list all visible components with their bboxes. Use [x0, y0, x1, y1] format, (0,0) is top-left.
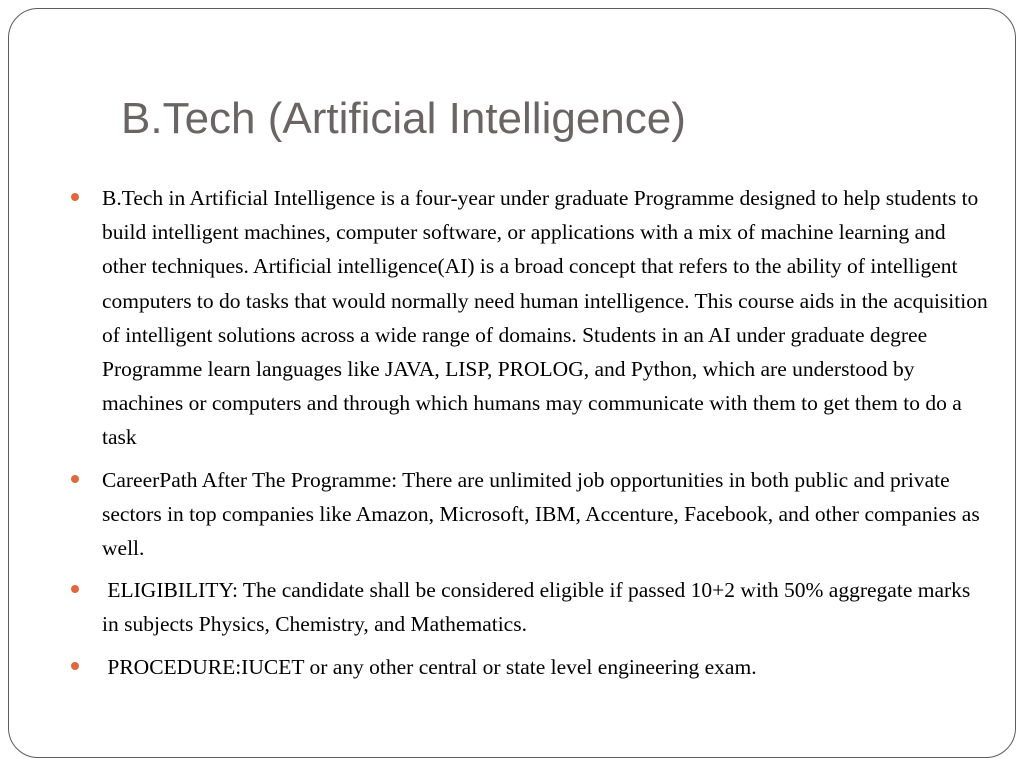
bullet-dot-icon — [71, 585, 79, 593]
bullet-text: CareerPath After The Programme: There are unlimited job opportunities in both public and private sectors in top companies like Amazon, Microsoft, IBM, Accenture, Facebook, and other companies as well. — [102, 467, 980, 561]
bullet-item-procedure — [69, 650, 989, 684]
bullet-item-career-path — [69, 463, 989, 566]
bullet-text: B.Tech in Artificial Intelligence is a four-year under graduate Programme designed to help students to build intelligent machines, computer software, or applications with a mix of machine learning and other techniques. Artificial intelligence(AI) is a broad concept that refers to the ability of intelligent computers to do tasks that would normally need human intelligence. This course aids in the acquisition of intelligent solutions across a wide range of domains. Students in an AI under graduate degree Programme learn languages like JAVA, LISP, PROLOG, and Python, which are understood by machines or computers and through which humans may communicate with them to get them to do a task — [102, 186, 988, 450]
bullet-dot-icon — [71, 475, 79, 483]
bullet-item-eligibility — [69, 573, 989, 641]
bullet-dot-icon — [71, 662, 79, 670]
bullet-item-description — [69, 181, 989, 455]
bullet-text: ELIGIBILITY: The candidate shall be considered eligible if passed 10+2 with 50% aggregate marks in subjects Physics, Chemistry, and Mathematics. — [102, 578, 976, 637]
bullet-list — [69, 181, 989, 692]
slide-title: B.Tech (Artificial Intelligence) — [121, 94, 686, 143]
bullet-text: PROCEDURE:IUCET or any other central or state level engineering exam. — [102, 654, 757, 679]
bullet-dot-icon — [71, 193, 79, 201]
slide — [8, 8, 1016, 758]
